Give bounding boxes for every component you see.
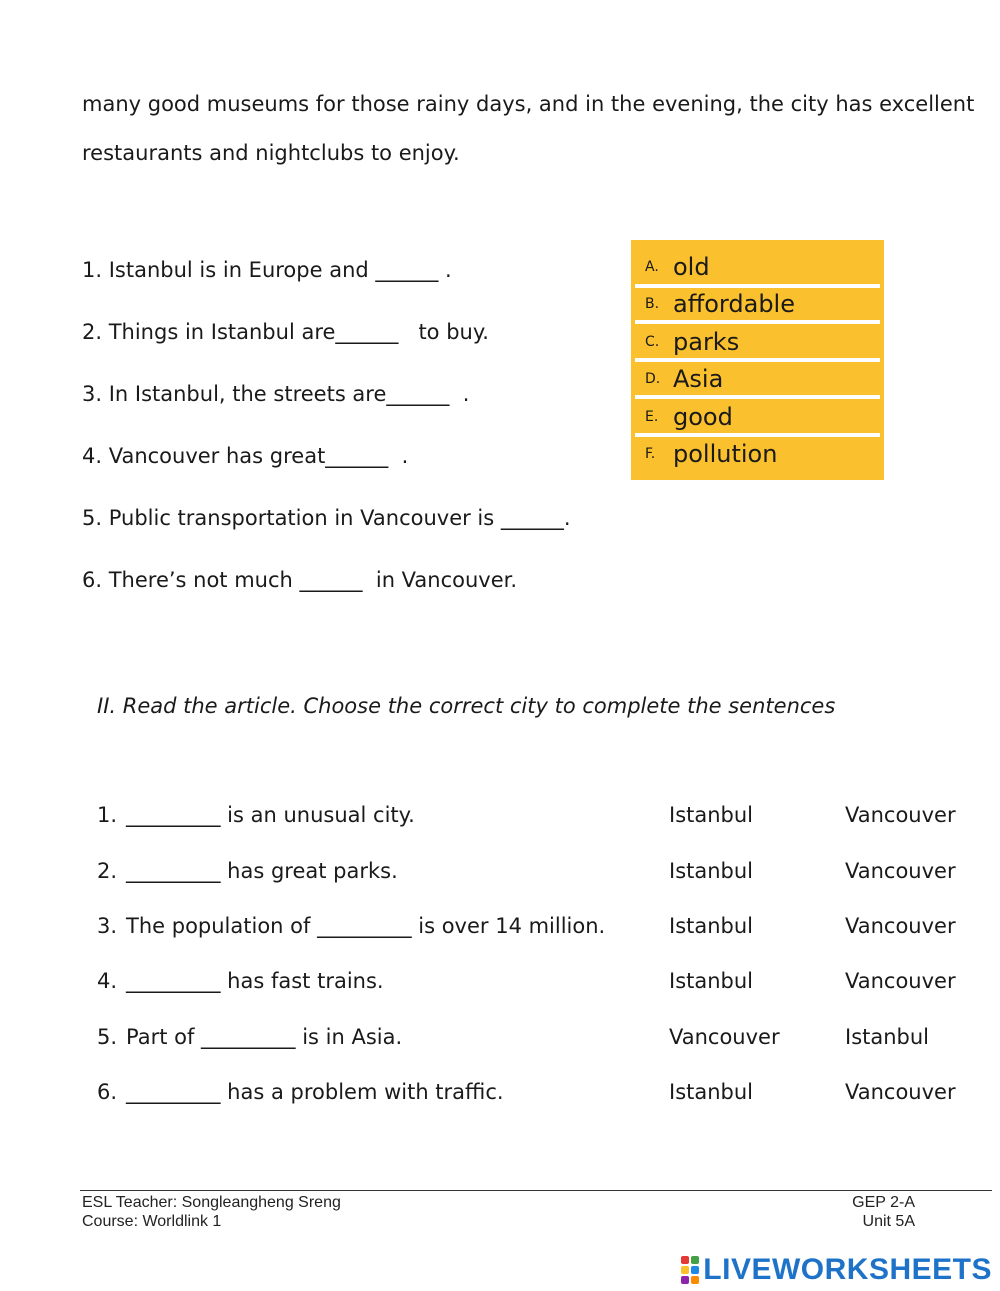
logo-blocks-icon <box>681 1256 699 1284</box>
question-text: The population of _________ is over 14 million. <box>126 914 606 938</box>
city-option-2[interactable]: Vancouver <box>845 1080 956 1104</box>
section-2-instructions: II. Read the article. Choose the correct city to complete the sentences <box>97 694 836 718</box>
word-letter: C. <box>645 334 660 350</box>
word-text: affordable <box>673 290 795 318</box>
logo-block <box>681 1266 689 1274</box>
word-text: good <box>673 403 733 431</box>
fill-question-6[interactable]: 6. There’s not much ______ in Vancouver. <box>82 568 518 592</box>
word-option-f <box>635 436 880 472</box>
city-option-1[interactable]: Istanbul <box>669 1080 754 1104</box>
city-option-2[interactable]: Vancouver <box>845 914 956 938</box>
intro-line-2: restaurants and nightclubs to enjoy. <box>82 141 460 165</box>
city-option-1[interactable]: Istanbul <box>669 914 754 938</box>
question-text: _________ has great parks. <box>126 859 398 883</box>
question-number: 1. <box>97 803 118 827</box>
city-option-2[interactable]: Vancouver <box>845 969 956 993</box>
question-number: 3. <box>97 914 118 938</box>
word-text: Asia <box>673 365 724 393</box>
liveworksheets-logo[interactable] <box>681 1253 992 1287</box>
word-letter: A. <box>645 259 659 275</box>
word-text: parks <box>673 328 740 356</box>
choice-question-3 <box>97 914 977 944</box>
teacher-name: ESL Teacher: Songleangheng Sreng <box>82 1194 341 1211</box>
intro-line-1: many good museums for those rainy days, and in the evening, the city has excellent <box>82 92 975 116</box>
city-option-1[interactable]: Istanbul <box>669 803 754 827</box>
choice-question-5 <box>97 1025 977 1055</box>
course-name: Course: Worldlink 1 <box>82 1213 222 1230</box>
class-level: GEP 2-A <box>852 1194 915 1211</box>
intro-paragraph <box>82 80 992 178</box>
choice-question-1 <box>97 803 977 833</box>
logo-text: LIVEWORKSHEETS <box>703 1253 992 1286</box>
word-bank <box>631 240 884 480</box>
choice-question-4 <box>97 969 977 999</box>
city-option-2[interactable]: Vancouver <box>845 859 956 883</box>
city-option-2[interactable]: Istanbul <box>845 1025 930 1049</box>
word-letter: E. <box>645 409 659 425</box>
question-text: _________ has a problem with traffic. <box>126 1080 504 1104</box>
word-option-b <box>635 286 880 322</box>
choice-question-2 <box>97 859 977 889</box>
city-option-1[interactable]: Istanbul <box>669 859 754 883</box>
word-option-d <box>635 361 880 397</box>
question-text: _________ is an unusual city. <box>126 803 415 827</box>
question-number: 6. <box>97 1080 118 1104</box>
fill-question-1[interactable]: 1. Istanbul is in Europe and ______ . <box>82 258 452 282</box>
footer-divider <box>80 1190 992 1191</box>
logo-block <box>691 1266 699 1274</box>
word-option-c <box>635 324 880 360</box>
question-text: _________ has fast trains. <box>126 969 384 993</box>
question-number: 2. <box>97 859 118 883</box>
word-letter: D. <box>645 371 661 387</box>
question-text: Part of _________ is in Asia. <box>126 1025 403 1049</box>
fill-question-4[interactable]: 4. Vancouver has great______ . <box>82 444 409 468</box>
footer-right <box>852 1193 915 1231</box>
logo-block <box>691 1276 699 1284</box>
fill-question-2[interactable]: 2. Things in Istanbul are______ to buy. <box>82 320 489 344</box>
logo-block <box>681 1276 689 1284</box>
word-letter: F. <box>645 446 656 462</box>
city-option-1[interactable]: Istanbul <box>669 969 754 993</box>
word-letter: B. <box>645 296 660 312</box>
city-option-2[interactable]: Vancouver <box>845 803 956 827</box>
footer-left <box>82 1193 341 1231</box>
word-option-a <box>635 249 880 285</box>
fill-question-5[interactable]: 5. Public transportation in Vancouver is ______. <box>82 506 571 530</box>
logo-block <box>691 1256 699 1264</box>
fill-question-3[interactable]: 3. In Istanbul, the streets are______ . <box>82 382 470 406</box>
word-text: pollution <box>673 440 778 468</box>
question-number: 5. <box>97 1025 118 1049</box>
word-text: old <box>673 253 710 281</box>
city-option-1[interactable]: Vancouver <box>669 1025 780 1049</box>
question-number: 4. <box>97 969 118 993</box>
choice-question-6 <box>97 1080 977 1110</box>
unit-label: Unit 5A <box>862 1213 915 1230</box>
word-option-e <box>635 399 880 435</box>
logo-block <box>681 1256 689 1264</box>
